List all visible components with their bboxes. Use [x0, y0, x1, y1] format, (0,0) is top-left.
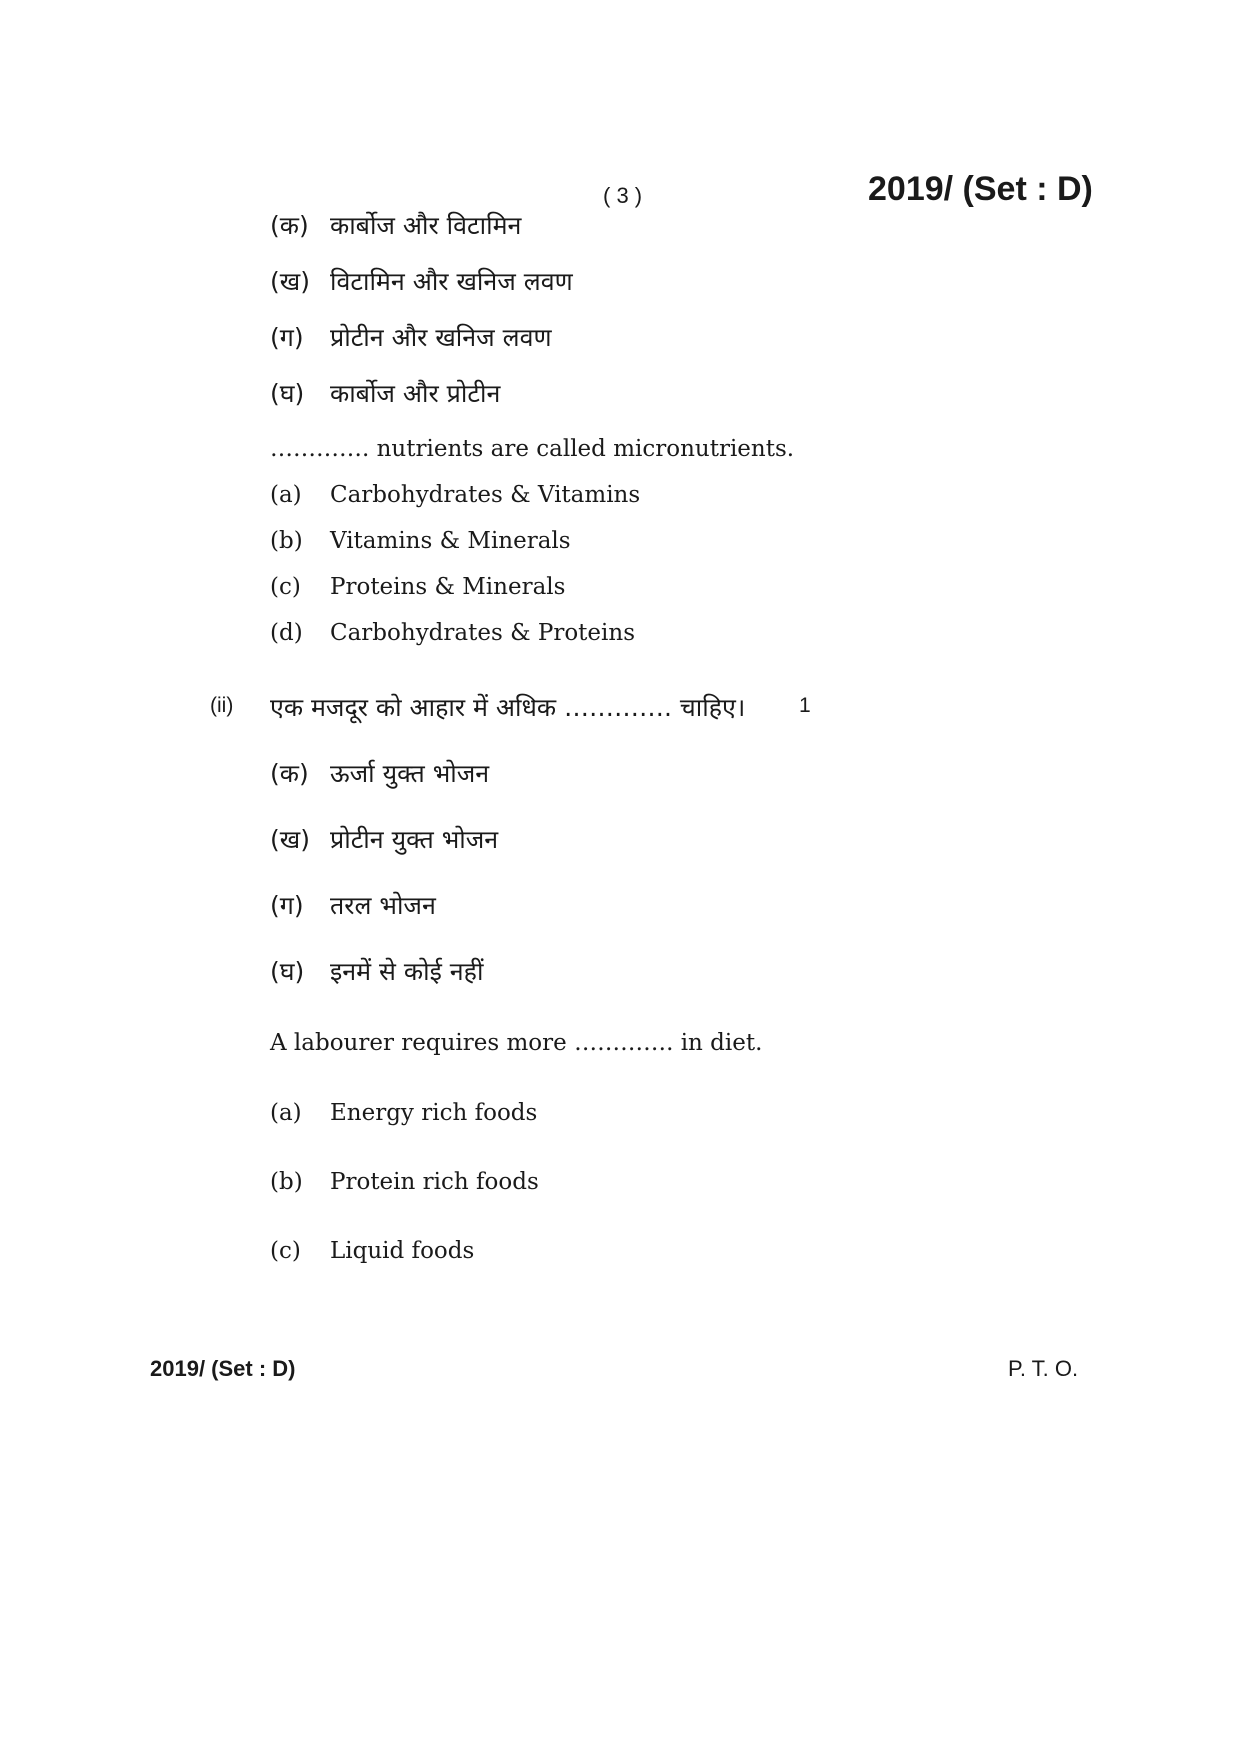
option-text: ऊर्जा युक्त भोजन	[330, 759, 490, 788]
paper-code-footer: 2019/ (Set : D)	[150, 1356, 296, 1381]
option-label: (क)	[270, 759, 309, 788]
question-number: (ii)	[210, 694, 234, 717]
option-text: विटामिन और खनिज लवण	[330, 267, 573, 296]
option-text: प्रोटीन युक्त भोजन	[330, 825, 499, 854]
option-text: कार्बोज और विटामिन	[330, 211, 522, 240]
option-text: Carbohydrates & Proteins	[330, 620, 636, 646]
option-label: (घ)	[270, 957, 305, 986]
question-stem-english: …………. nutrients are called micronutrients.	[270, 436, 795, 462]
option-text: Energy rich foods	[330, 1100, 538, 1126]
question-stem-english: A labourer requires more …………. in diet.	[270, 1030, 763, 1056]
option-text: Protein rich foods	[330, 1169, 539, 1195]
option-text: Proteins & Minerals	[330, 574, 566, 600]
option-label: (ख)	[270, 267, 310, 296]
option-text: तरल भोजन	[330, 891, 436, 920]
option-text: इनमें से कोई नहीं	[330, 957, 484, 986]
please-turn-over: P. T. O.	[1008, 1356, 1079, 1381]
option-label: (क)	[270, 211, 309, 240]
option-label: (a)	[270, 482, 302, 508]
option-text: प्रोटीन और खनिज लवण	[330, 323, 552, 352]
paper-code-header: 2019/ (Set : D)	[868, 170, 1093, 208]
page-number: ( 3 )	[603, 183, 643, 208]
option-label: (b)	[270, 1169, 303, 1195]
option-label: (c)	[270, 1238, 301, 1264]
option-text: Carbohydrates & Vitamins	[330, 482, 641, 508]
option-label: (ग)	[270, 891, 304, 920]
option-label: (c)	[270, 574, 301, 600]
option-label: (ख)	[270, 825, 310, 854]
option-label: (ग)	[270, 323, 304, 352]
option-label: (d)	[270, 620, 303, 646]
option-text: कार्बोज और प्रोटीन	[330, 379, 501, 408]
question-stem-hindi: एक मजदूर को आहार में अधिक …………. चाहिए।	[270, 693, 746, 722]
option-label: (a)	[270, 1100, 302, 1126]
question-marks: 1	[799, 694, 811, 717]
option-label: (b)	[270, 528, 303, 554]
option-label: (घ)	[270, 379, 305, 408]
option-text: Vitamins & Minerals	[330, 528, 571, 554]
option-text: Liquid foods	[330, 1238, 475, 1264]
